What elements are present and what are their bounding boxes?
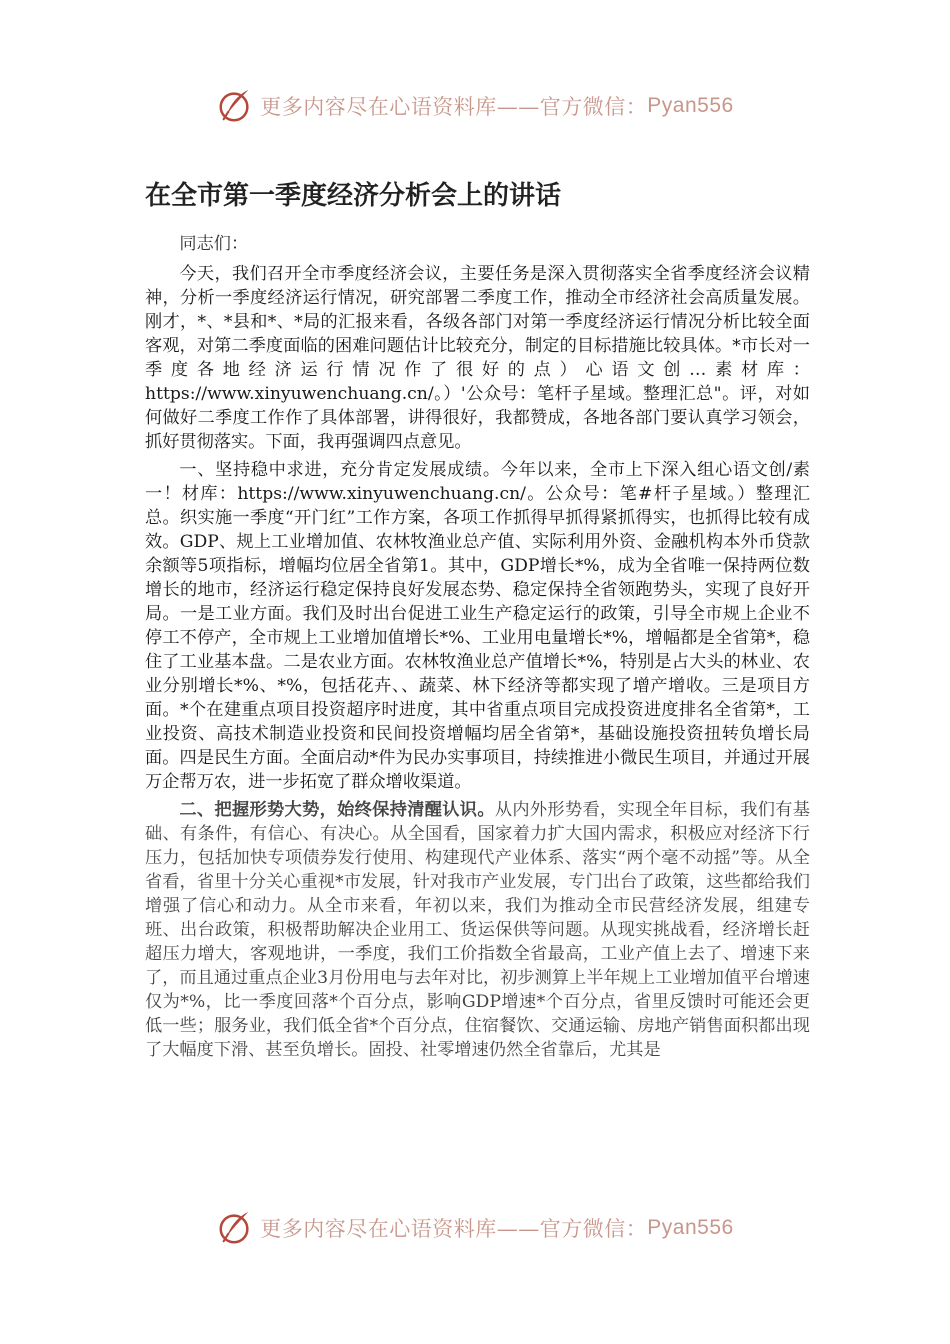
salutation: 同志们： bbox=[179, 234, 249, 254]
banner-wechat-id: Pyan556 bbox=[647, 94, 734, 117]
banner-wechat-id: Pyan556 bbox=[647, 1216, 734, 1239]
quill-logo-icon bbox=[216, 87, 254, 125]
paragraph-section-2 bbox=[145, 798, 810, 1062]
header-banner bbox=[0, 84, 950, 128]
document-body bbox=[145, 232, 810, 1066]
section-2-text: 从内外形势看，实现全年目标，我们有基础、有条件，有信心、有决心。从全国看，国家着力扩大国内需求，积极应对经济下行压力，包括加快专项债券发行使用、构建现代产业体系、落实“两个毫不动摇”等。从全省看，省里十分关心重视*市发展，针对我市产业发展，专门出台了政策，这些都给我们增强了信心和动力。从全市来看，年初以来，我们为推动全市民营经济发展，组建专班、出台政策，积极帮助解决企业用工、货运保供等问题。从现实挑战看，经济增长赶超压力增大，客观地讲，一季度，我们工价指数全省最高，工业产值上去了、增速下来了，而且通过重点企业3月份用电与去年对比，初步测算上半年规上工业增加值平台增速仅为*%，比一季度回落*个百分点，影响GDP增速*个百分点，省里反馈时可能还会更低一些；服务业，我们低全省*个百分点，住宿餐饮、交通运输、房地产销售面积都出现了大幅度下滑、甚至负增长。固投、社零增速仍然全省靠后，尤其是 bbox=[145, 800, 810, 1060]
document-title: 在全市第一季度经济分析会上的讲话 bbox=[145, 181, 562, 211]
quill-logo-icon bbox=[216, 1209, 254, 1247]
section-2-heading: 二、把握形势大势，始终保持清醒认识。 bbox=[179, 800, 495, 820]
paragraph-intro: 今天，我们召开全市季度经济会议，主要任务是深入贯彻落实全省季度经济会议精神，分析一季度经济运行情况，研究部署二季度工作，推动全市经济社会高质量发展。刚才，*、*县和*、*局的汇报来看，各级各部门对第一季度经济运行情况分析比较全面客观，对第二季度面临的困难问题估计比较充分，制定的目标措施比较具体。*市长对一季度各地经济运行情况作了很好的点）心语文创…素材库：https://www.xinyuwenchuang.cn/。）'公众号：笔杆子星域。整理汇总"。评，对如何做好二季度工作作了具体部署，讲得很好，我都赞成，各地各部门要认真学习领会，抓好贯彻落实。下面，我再强调四点意见。 bbox=[145, 264, 810, 452]
banner-text: 更多内容尽在心语资料库——官方微信： bbox=[260, 95, 648, 119]
footer-banner bbox=[0, 1206, 950, 1250]
paragraph-section-1: 一、坚持稳中求进，充分肯定发展成绩。今年以来，全市上下深入组心语文创/素一！材库：https://www.xinyuwenchuang.cn/。公众号：笔#杆子星域。）整理汇总。织实施一季度“开门红”工作方案，各项工作抓得早抓得紧抓得实，也抓得比较有成效。GDP、规上工业增加值、农林牧渔业总产值、实际利用外资、金融机构本外币贷款余额等5项指标，增幅均位居全省第1。其中，GDP增长*%，成为全省唯一保持两位数增长的地市，经济运行稳定保持良好发展态势、稳定保持全省领跑势头，实现了良好开局。一是工业方面。我们及时出台促进工业生产稳定运行的政策，引导全市规上企业不停工不停产，全市规上工业增加值增长*%、工业用电量增长*%，增幅都是全省第*，稳住了工业基本盘。二是农业方面。农林牧渔业总产值增长*%，特别是占大头的林业、农业分别增长*%、*%，包括花卉、、蔬菜、林下经济等都实现了增产增收。三是项目方面。*个在建重点项目投资超序时进度，其中省重点项目完成投资进度排名全省第*，工业投资、高技术制造业投资和民间投资增幅均居全省第*，基础设施投资扭转负增长局面。四是民生方面。全面启动*件为民办实事项目，持续推进小微民生项目，并通过开展万企帮万农，进一步拓宽了群众增收渠道。 bbox=[145, 460, 810, 792]
banner-text: 更多内容尽在心语资料库——官方微信： bbox=[260, 1217, 648, 1241]
